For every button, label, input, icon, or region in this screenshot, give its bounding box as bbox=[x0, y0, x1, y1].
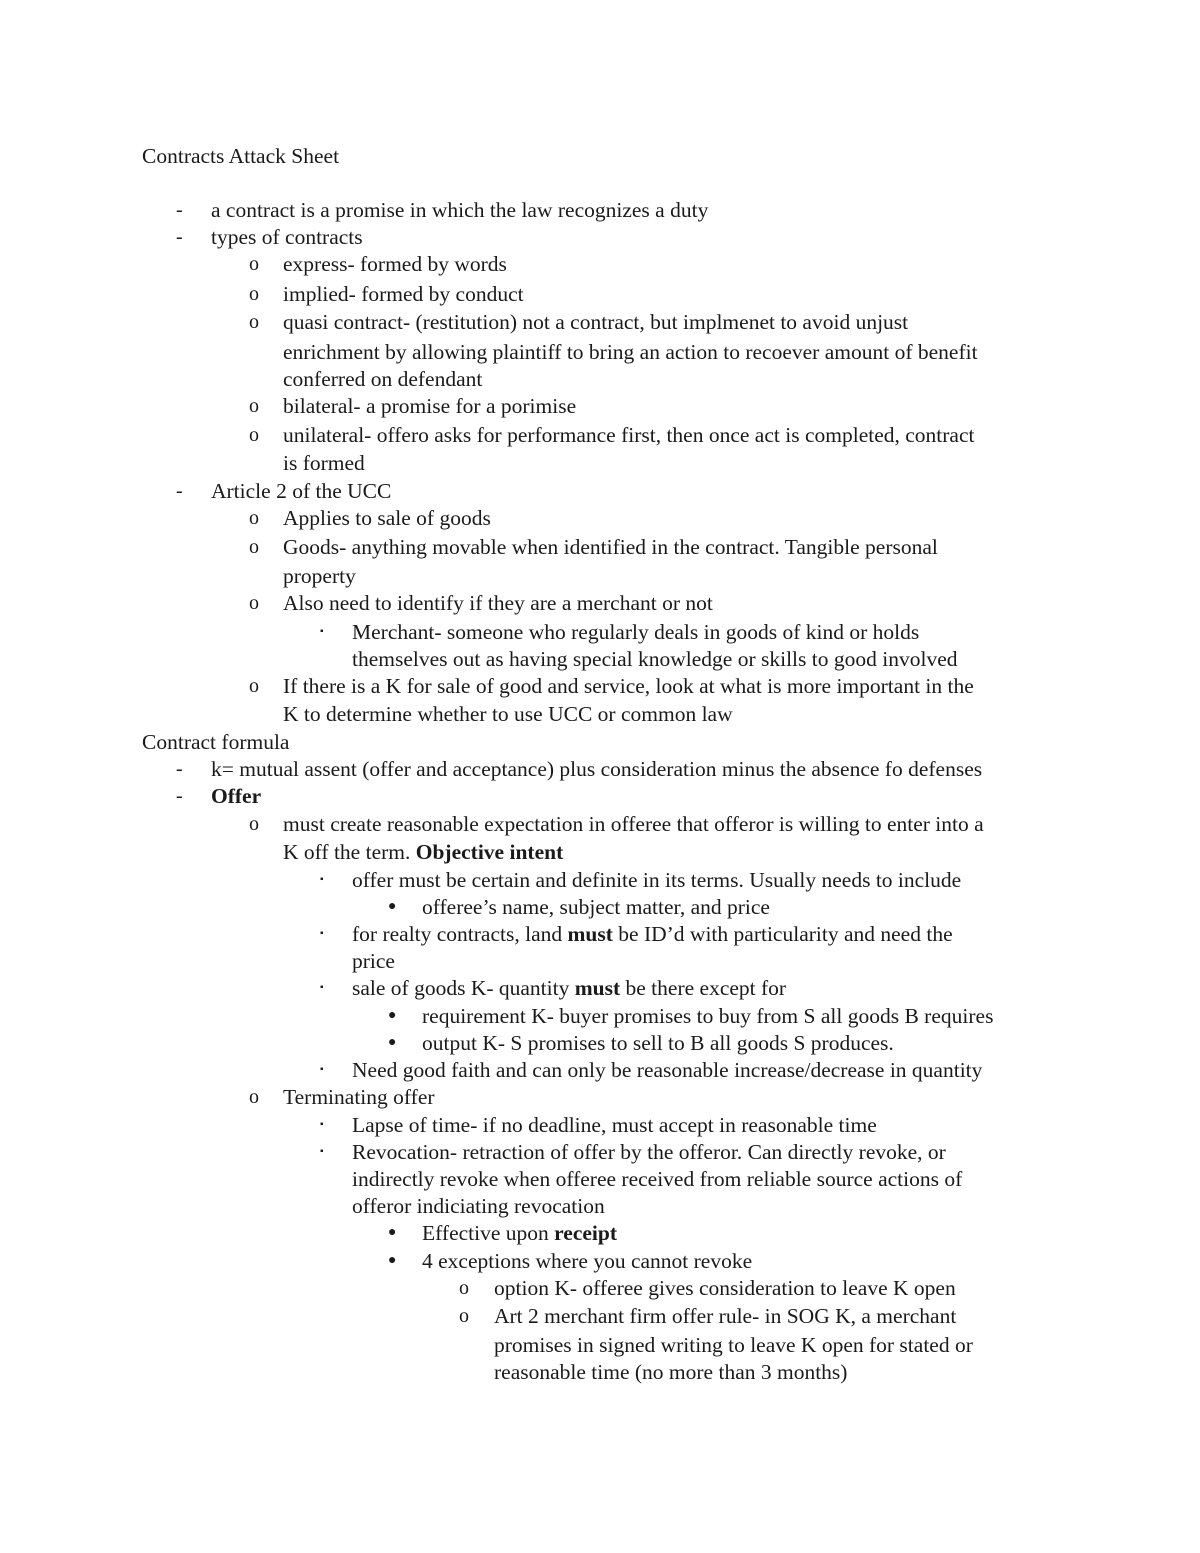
bold-text: must bbox=[574, 976, 621, 1000]
list-item-continuation: is formed bbox=[283, 451, 365, 475]
circle-bullet: o bbox=[249, 507, 259, 529]
circle-bullet: o bbox=[249, 283, 259, 305]
dash-bullet: - bbox=[176, 758, 183, 780]
list-item bbox=[422, 1220, 617, 1246]
dash-bullet: - bbox=[176, 199, 183, 221]
circle-bullet: o bbox=[249, 253, 259, 275]
list-item: Merchant- someone who regularly deals in goods of kind or holds bbox=[352, 620, 920, 644]
list-item bbox=[352, 921, 953, 947]
dash-bullet: - bbox=[176, 480, 183, 502]
section-heading: Contract formula bbox=[142, 730, 290, 754]
list-item: a contract is a promise in which the law recognizes a duty bbox=[211, 198, 709, 222]
list-item-continuation: price bbox=[352, 949, 395, 973]
list-item-continuation: enrichment by allowing plaintiff to bring an action to recoever amount of benefit bbox=[283, 340, 978, 364]
list-item-continuation bbox=[283, 839, 563, 865]
list-item: output K- S promises to sell to B all goods S produces. bbox=[422, 1031, 894, 1055]
list-item: k= mutual assent (offer and acceptance) plus consideration minus the absence fo defenses bbox=[211, 757, 983, 781]
square-bullet: ▪ bbox=[320, 1064, 324, 1075]
text-run: K off the term. bbox=[283, 840, 416, 864]
list-item-continuation: themselves out as having special knowledge or skills to good involved bbox=[352, 647, 958, 671]
circle-bullet: o bbox=[249, 536, 259, 558]
list-item: If there is a K for sale of good and service, look at what is more important in the bbox=[283, 674, 974, 698]
list-item-continuation: promises in signed writing to leave K open for stated or bbox=[494, 1333, 973, 1357]
list-item: requirement K- buyer promises to buy from S all goods B requires bbox=[422, 1004, 994, 1028]
list-item: types of contracts bbox=[211, 225, 363, 249]
list-item: offer must be certain and definite in its terms. Usually needs to include bbox=[352, 868, 962, 892]
list-item-continuation: property bbox=[283, 564, 356, 588]
list-item: 4 exceptions where you cannot revoke bbox=[422, 1249, 753, 1273]
list-item: Art 2 merchant firm offer rule- in SOG K, a merchant bbox=[494, 1304, 957, 1328]
list-item: unilateral- offero asks for performance first, then once act is completed, contract bbox=[283, 423, 975, 447]
square-bullet: ▪ bbox=[320, 1119, 324, 1130]
list-item: Terminating offer bbox=[283, 1085, 435, 1109]
list-item: Revocation- retraction of offer by the offeror. Can directly revoke, or bbox=[352, 1140, 946, 1164]
text-run: be there except for bbox=[620, 976, 787, 1000]
list-item-continuation: reasonable time (no more than 3 months) bbox=[494, 1360, 848, 1384]
circle-bullet: o bbox=[459, 1305, 469, 1327]
list-item: Also need to identify if they are a merchant or not bbox=[283, 591, 713, 615]
list-item-continuation: indirectly revoke when offeree received from reliable source actions of bbox=[352, 1167, 963, 1191]
list-item-continuation: conferred on defendant bbox=[283, 367, 483, 391]
list-item: Article 2 of the UCC bbox=[211, 479, 392, 503]
list-item: offeree’s name, subject matter, and price bbox=[422, 895, 770, 919]
filled-bullet: ● bbox=[388, 1035, 397, 1050]
list-item-continuation: offeror indiciating revocation bbox=[352, 1194, 605, 1218]
list-item: implied- formed by conduct bbox=[283, 282, 524, 306]
filled-bullet: ● bbox=[388, 1253, 397, 1268]
square-bullet: ▪ bbox=[320, 874, 324, 885]
circle-bullet: o bbox=[249, 311, 259, 333]
list-item: must create reasonable expectation in offeree that offeror is willing to enter into a bbox=[283, 812, 984, 836]
square-bullet: ▪ bbox=[320, 1146, 324, 1157]
list-item: option K- offeree gives consideration to leave K open bbox=[494, 1276, 956, 1300]
text-run: sale of goods K- quantity bbox=[352, 976, 575, 1000]
square-bullet: ▪ bbox=[320, 626, 324, 637]
square-bullet: ▪ bbox=[320, 982, 324, 993]
circle-bullet: o bbox=[459, 1277, 469, 1299]
list-item-offer: Offer bbox=[211, 784, 262, 808]
text-run: for realty contracts, land bbox=[352, 922, 568, 946]
filled-bullet: ● bbox=[388, 899, 397, 914]
dash-bullet: - bbox=[176, 785, 183, 807]
list-item: quasi contract- (restitution) not a contract, but implmenet to avoid unjust bbox=[283, 310, 909, 334]
bold-text: Objective intent bbox=[415, 840, 564, 864]
circle-bullet: o bbox=[249, 424, 259, 446]
circle-bullet: o bbox=[249, 395, 259, 417]
text-run: Effective upon bbox=[422, 1221, 555, 1245]
filled-bullet: ● bbox=[388, 1225, 397, 1240]
list-item: bilateral- a promise for a porimise bbox=[283, 394, 577, 418]
list-item: Lapse of time- if no deadline, must accept in reasonable time bbox=[352, 1113, 877, 1137]
list-item-continuation: K to determine whether to use UCC or common law bbox=[283, 702, 733, 726]
list-item: express- formed by words bbox=[283, 252, 507, 276]
dash-bullet: - bbox=[176, 226, 183, 248]
circle-bullet: o bbox=[249, 1086, 259, 1108]
bold-text: must bbox=[567, 922, 613, 946]
document-title: Contracts Attack Sheet bbox=[142, 144, 340, 168]
circle-bullet: o bbox=[249, 813, 259, 835]
bold-text: receipt bbox=[554, 1221, 618, 1245]
text-run: be ID’d with particularity and need the bbox=[612, 922, 953, 946]
circle-bullet: o bbox=[249, 592, 259, 614]
list-item: Applies to sale of goods bbox=[283, 506, 491, 530]
circle-bullet: o bbox=[249, 675, 259, 697]
list-item: Need good faith and can only be reasonable increase/decrease in quantity bbox=[352, 1058, 983, 1082]
list-item bbox=[352, 975, 786, 1001]
square-bullet: ▪ bbox=[320, 928, 324, 939]
filled-bullet: ● bbox=[388, 1008, 397, 1023]
list-item: Goods- anything movable when identified in the contract. Tangible personal bbox=[283, 535, 938, 559]
